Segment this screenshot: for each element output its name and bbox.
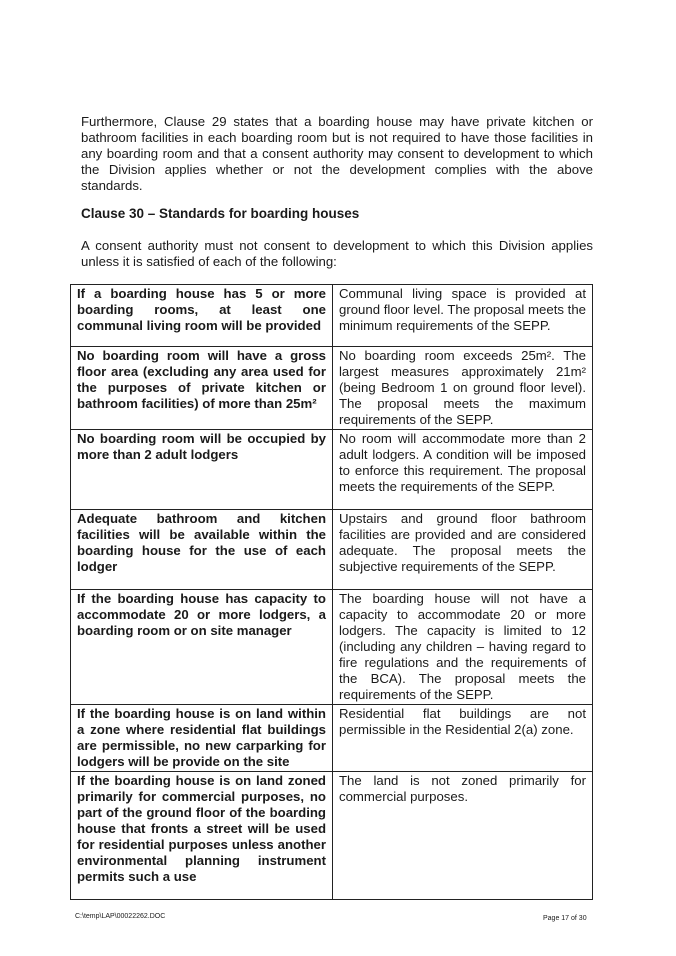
requirement-cell: If a boarding house has 5 or more boarding rooms, at least one communal living room will be provided [71,285,333,347]
lead-paragraph: A consent authority must not consent to development to which this Division applies unless it is satisfied of each of the following: [81,238,593,269]
response-cell: Residential flat buildings are not permissible in the Residential 2(a) zone. [333,705,593,772]
intro-paragraph: Furthermore, Clause 29 states that a boarding house may have private kitchen or bathroom facilities in each boarding room but is not required to have those facilities in any boarding room and that a consent authority may consent to development to which the Division applies whether or not the development complies with the above standards. [81,114,593,193]
table-row [71,347,593,430]
standards-table [70,284,593,900]
table-row [71,510,593,590]
response-cell: No room will accommodate more than 2 adult lodgers. A condition will be imposed to enforce this requirement. The proposal meets the requirements of the SEPP. [333,430,593,510]
footer-page-number: Page 17 of 30 [543,915,587,922]
requirement-cell: No boarding room will be occupied by more than 2 adult lodgers [71,430,333,510]
response-cell: The land is not zoned primarily for commercial purposes. [333,772,593,900]
requirement-cell: Adequate bathroom and kitchen facilities will be available within the boarding house for the use of each lodger [71,510,333,590]
footer-file-path: C:\temp\LAP\00022262.DOC [75,913,166,920]
response-cell: Communal living space is provided at ground floor level. The proposal meets the minimum requirements of the SEPP. [333,285,593,347]
section-heading: Clause 30 – Standards for boarding houses [81,206,360,221]
requirement-cell: If the boarding house is on land zoned primarily for commercial purposes, no part of the ground floor of the boarding house that fronts a street will be used for residential purposes unless another environmental planning instrument permits such a use [71,772,333,900]
table-row [71,705,593,772]
requirement-cell: If the boarding house has capacity to accommodate 20 or more lodgers, a boarding room or on site manager [71,590,333,705]
table-row [71,285,593,347]
response-cell: No boarding room exceeds 25m². The largest measures approximately 21m² (being Bedroom 1 on ground floor level). The proposal meets the maximum requirements of the SEPP. [333,347,593,430]
table-row [71,430,593,510]
table-row [71,772,593,900]
table-row [71,590,593,705]
requirement-cell: No boarding room will have a gross floor area (excluding any area used for the purposes of private kitchen or bathroom facilities) of more than 25m² [71,347,333,430]
response-cell: The boarding house will not have a capacity to accommodate 20 or more lodgers. The capacity is limited to 12 (including any children – having regard to fire regulations and the requirements of the BCA). The proposal meets the requirements of the SEPP. [333,590,593,705]
response-cell: Upstairs and ground floor bathroom facilities are provided and are considered adequate. The proposal meets the subjective requirements of the SEPP. [333,510,593,590]
requirement-cell: If the boarding house is on land within a zone where residential flat buildings are permissible, no new carparking for lodgers will be provide on the site [71,705,333,772]
